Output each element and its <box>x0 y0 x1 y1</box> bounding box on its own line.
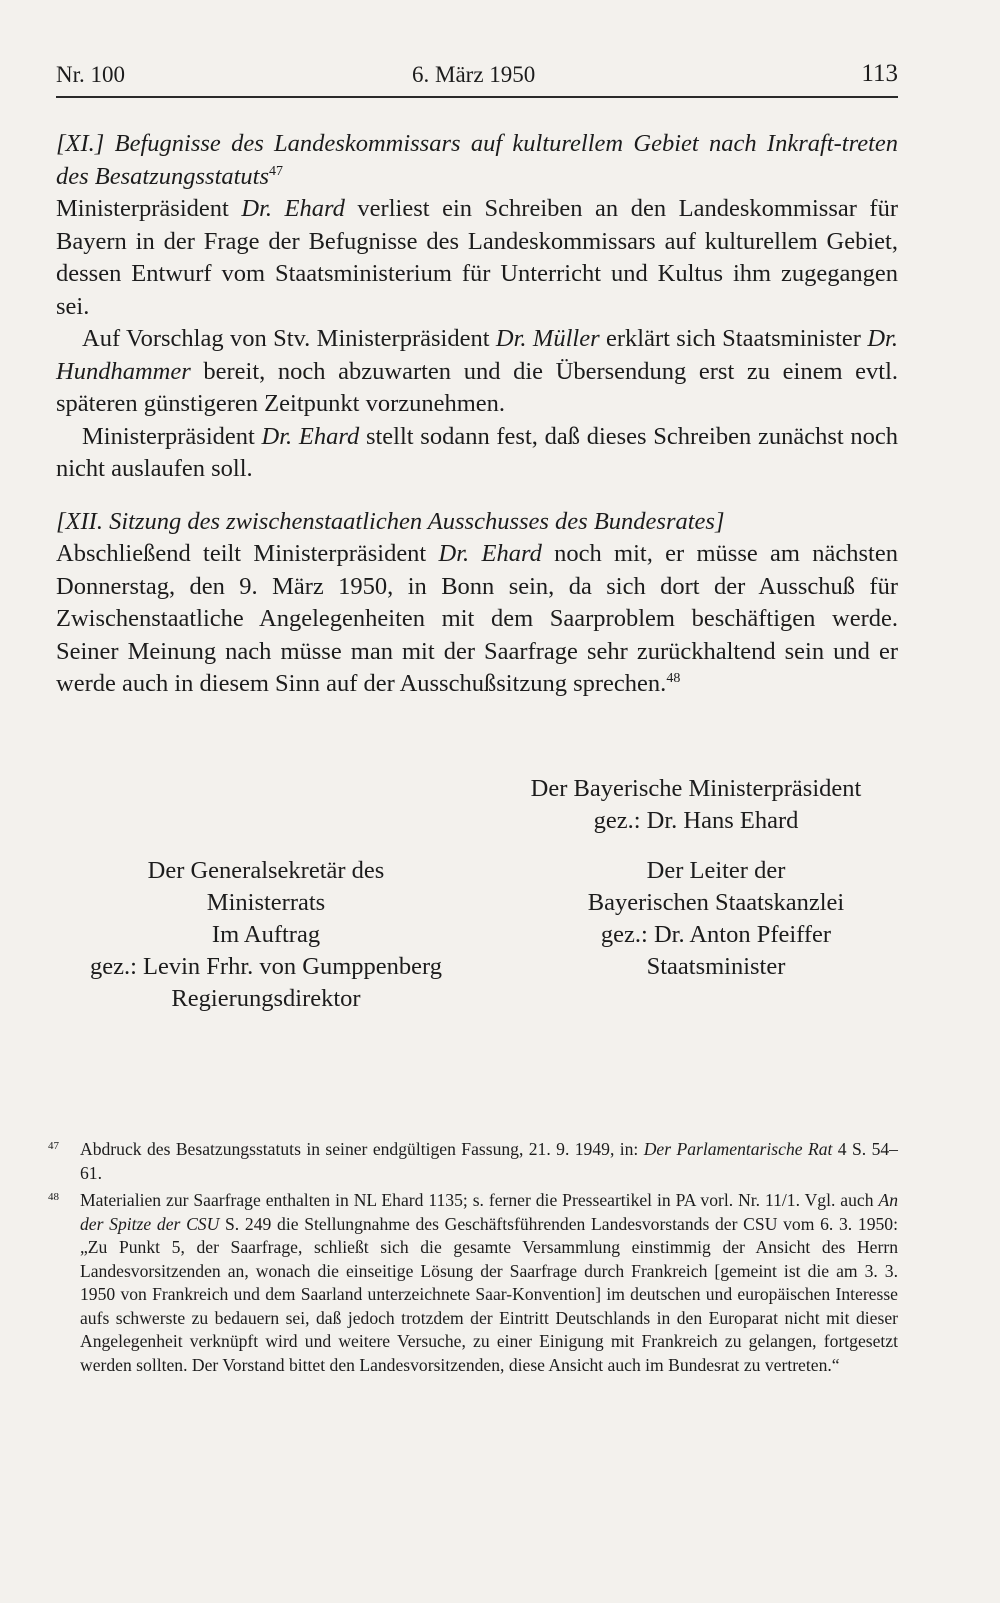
person-name: Dr. Müller <box>495 325 600 352</box>
signature-line: Bayerischen Staatskanzlei <box>587 889 845 916</box>
signature-line: Staatsminister <box>646 953 786 980</box>
text-run: verliest ein Schreiben an den Landeskommissar für Bayern in der Frage der Befugnisse des Landeskommissars auf kulturellem Gebiet, dessen Entwurf vom Staatsministerium für Unterricht und Kultus ihm zugegangen sei. <box>56 195 898 320</box>
text-run: erklärt sich Staatsminister <box>599 325 868 352</box>
person-name: Dr. Ehard <box>438 540 542 567</box>
signature-line: Ministerrats <box>206 889 326 916</box>
text-run: Ministerpräsident <box>82 422 262 450</box>
text-run: Abschließend teilt Ministerpräsident <box>56 540 439 567</box>
cited-title: An der Spitze der CSU <box>80 1190 898 1234</box>
person-name: Dr. Ehard <box>261 422 360 450</box>
paragraph <box>56 538 898 701</box>
signature-general-secretary <box>56 855 476 1015</box>
paragraph <box>56 323 898 421</box>
text-run: Materialien zur Saarfrage enthalten in NL Ehard 1135; s. ferner die Presseartikel in PA vorl. Nr. 11/1. Vgl. auch <box>80 1190 879 1210</box>
bracket-close: ] <box>94 130 105 157</box>
cited-title: Der Parlamentarische Rat <box>643 1139 833 1159</box>
page-number: 113 <box>861 60 898 87</box>
main-text <box>56 128 898 701</box>
running-header <box>56 58 898 98</box>
document-number: Nr. 100 <box>56 62 125 87</box>
paragraph <box>56 421 898 486</box>
text-run: bereit, noch abzuwarten und die Übersendung erst zu einem evtl. späteren günstigeren Zeitpunkt vorzunehmen. <box>56 357 898 417</box>
footnote-number: 47 <box>48 1140 59 1152</box>
footnote-ref-48: 48 <box>666 671 681 686</box>
signature-line: gez.: Levin Frhr. von Gumppenberg <box>89 953 442 980</box>
signature-line: Der Bayerische Ministerpräsident <box>530 775 862 802</box>
text-run: 4 S. 54–61. <box>80 1139 898 1183</box>
bracket-open: [ <box>56 130 66 157</box>
footnote-ref-47: 47 <box>269 163 284 179</box>
footnote-48 <box>48 1189 898 1377</box>
document-date: 6. März 1950 <box>412 62 536 87</box>
text-run: S. 249 die Stellungnahme des Geschäftsführenden Landesvorstands der CSU vom 6. 3. 1950: „Zu Punkt 5, der Saarfrage, schließt sich die gesamte Versammlung einstimmig der Ansicht des Herrn Landesvorsitzenden an, wonach die einseitige Lösung der Saarfrage durch Frankreich [gemeint ist die am 3. 3. 1950 von Frankreich und dem Saarland unterzeichnete Saar-Konvention] im deutschen und europäischen Interesse aufs schwerste zu bedauern sei, daß jedoch trotzdem der Eintritt Deutschlands in den Europarat nicht mit dieser Angelegenheit verknüpft wird und weitere Versuche, zu einer Einigung mit Frankreich zu gelangen, fortgesetzt werden sollten. Der Vorstand bittet den Landesvorsitzenden, diese Ansicht auch im Bundesrat zu vertreten.“ <box>80 1213 898 1375</box>
signature-line: gez.: Dr. Hans Ehard <box>593 807 799 834</box>
footnote-47 <box>48 1138 898 1185</box>
signature-line: Der Leiter der <box>646 857 786 884</box>
paragraph <box>56 193 898 323</box>
signature-line: Der Generalsekretär des <box>147 857 385 884</box>
person-name: Dr. Hundhammer <box>56 325 898 385</box>
signature-minister-president <box>496 773 896 837</box>
text-run: Abdruck des Besatzungsstatuts in seiner endgültigen Fassung, 21. 9. 1949, in: <box>80 1139 644 1159</box>
footnotes <box>48 1138 898 1381</box>
text-run: Ministerpräsident <box>56 195 242 222</box>
signature-line: Regierungsdirektor <box>171 985 361 1012</box>
section-number: XI. <box>65 130 95 157</box>
footnote-number: 48 <box>48 1191 59 1203</box>
section-heading-xi <box>56 128 898 193</box>
document-page <box>48 0 898 1603</box>
signature-line: Im Auftrag <box>211 921 321 948</box>
person-name: Dr. Ehard <box>241 195 345 222</box>
section-heading-xii: [XII. Sitzung des zwischenstaatlichen Ausschusses des Bundesrates] <box>56 507 725 535</box>
section-title: Befugnisse des Landeskommissars auf kulturellem Gebiet nach Inkraft-treten des Besatzungsstatuts <box>56 130 898 190</box>
text-run: noch mit, er müsse am nächsten Donnerstag, den 9. März 1950, in Bonn sein, da sich dort der Ausschuß für Zwischenstaatliche Angelegenheiten mit dem Saarproblem beschäftigen werde. Seiner Meinung nach müsse man mit der Saarfrage sehr zurückhaltend sein und er werde auch in diesem Sinn auf der Ausschußsitzung sprechen. <box>56 540 898 697</box>
text-run: Auf Vorschlag von Stv. Ministerpräsident <box>82 325 496 352</box>
text-run: stellt sodann fest, daß dieses Schreiben zunächst noch nicht auslaufen soll. <box>56 422 898 482</box>
signature-state-chancellery <box>526 855 906 983</box>
signature-line: gez.: Dr. Anton Pfeiffer <box>600 921 832 948</box>
